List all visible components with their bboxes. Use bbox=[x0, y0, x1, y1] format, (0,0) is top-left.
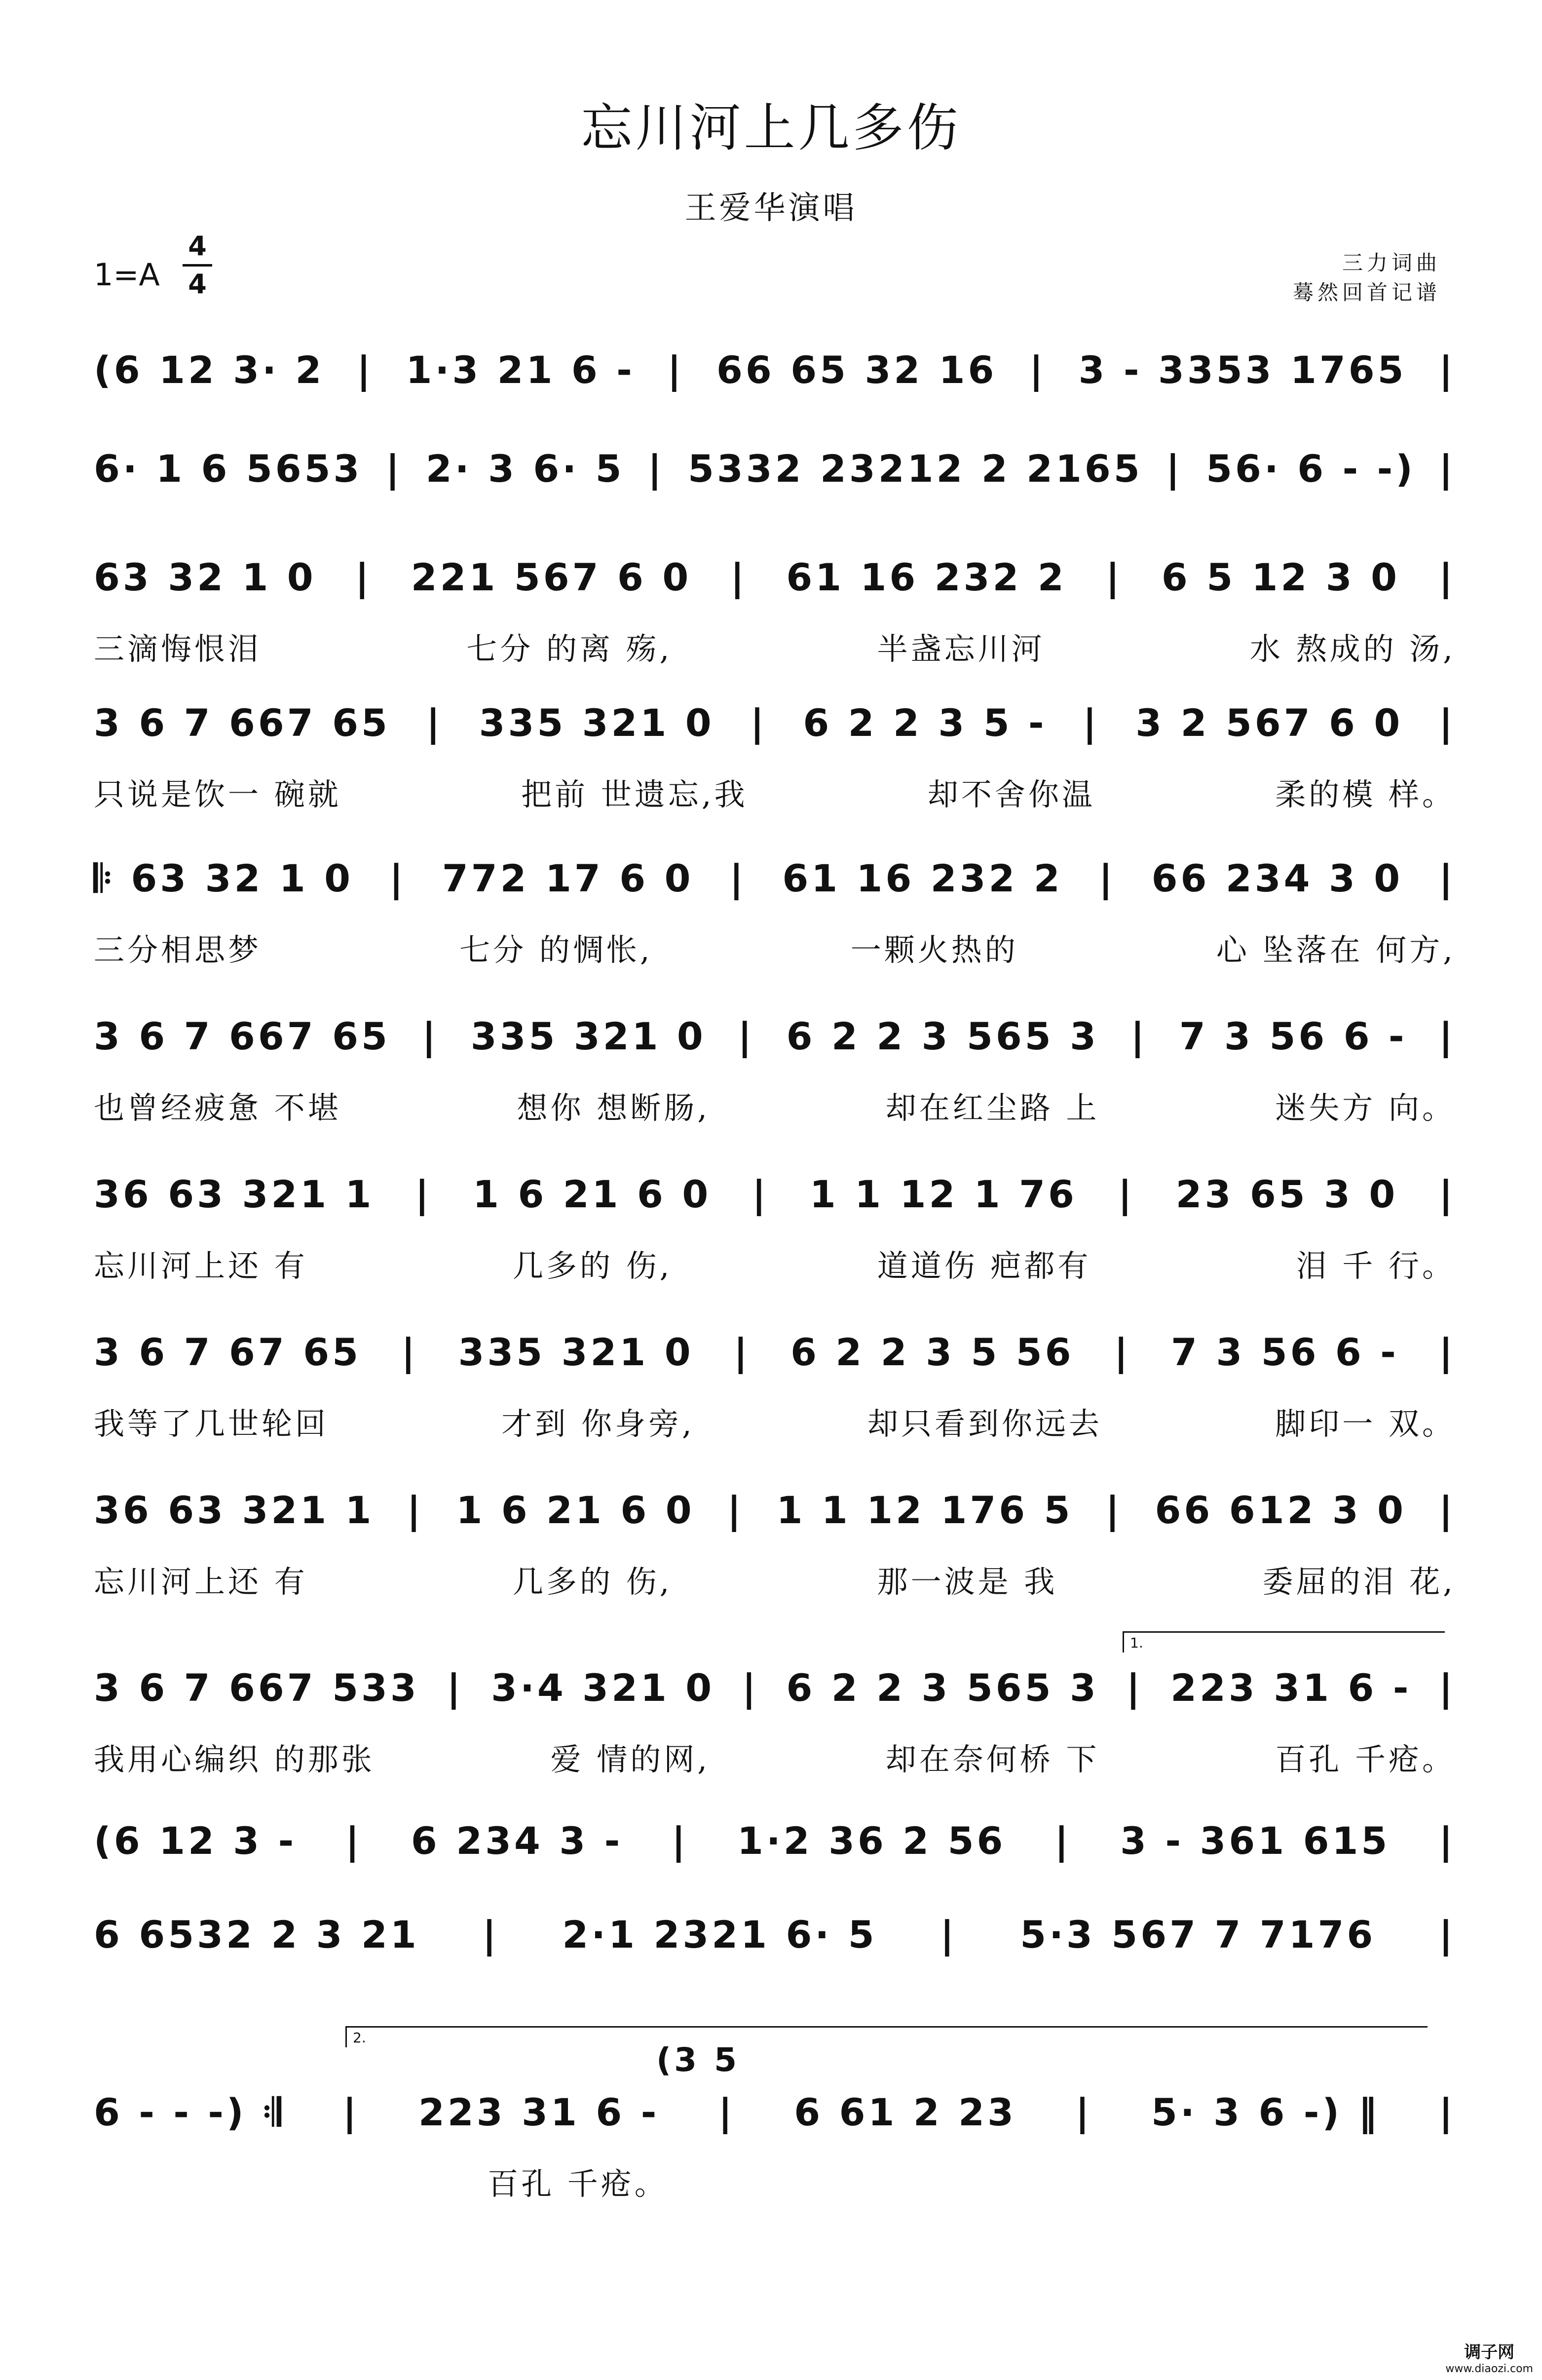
barline: | bbox=[355, 555, 372, 599]
lyric-phrase: 半盏忘川河 bbox=[877, 631, 1045, 667]
measure: 2·1 2321 6· 5 bbox=[562, 1913, 877, 1957]
barline: | bbox=[1439, 1330, 1456, 1374]
barline: | bbox=[415, 1172, 432, 1216]
notation-line bbox=[94, 2088, 1456, 2137]
measure: 61 16 232 2 bbox=[782, 856, 1063, 900]
measure: 6 2 2 3 565 3 bbox=[786, 1666, 1099, 1710]
measure: 3 2 567 6 0 bbox=[1135, 701, 1403, 745]
lyric-phrase: 三滴悔恨泪 bbox=[94, 631, 262, 667]
measure: 36 63 321 1 bbox=[94, 1172, 375, 1216]
measure: 335 321 0 bbox=[470, 1014, 706, 1058]
lyric-phrase: 那一波是 我 bbox=[877, 1564, 1058, 1600]
volta-label-2: 2. bbox=[353, 2030, 366, 2046]
barline: | bbox=[426, 701, 443, 745]
barline: | bbox=[1075, 2090, 1092, 2134]
measure: 66 234 3 0 bbox=[1151, 856, 1403, 900]
lyrics-line bbox=[94, 2159, 1456, 2203]
barline: | bbox=[1439, 856, 1456, 900]
lyric-phrase: 才到 你身旁, bbox=[501, 1406, 695, 1442]
lyric-phrase: 几多的 伤, bbox=[512, 1248, 673, 1284]
notation-line bbox=[94, 1816, 1456, 1866]
barline: | bbox=[667, 348, 684, 392]
barline: | bbox=[1439, 1819, 1456, 1863]
barline: | bbox=[1439, 1172, 1456, 1216]
measure: 66 612 3 0 bbox=[1155, 1488, 1407, 1532]
barline: | bbox=[729, 856, 747, 900]
performer-credit: 王爱华演唱 bbox=[684, 190, 858, 227]
measure: 6 2 2 3 5 56 bbox=[790, 1330, 1074, 1374]
lyrics-line bbox=[94, 624, 1456, 668]
measure: 223 31 6 - bbox=[418, 2090, 660, 2134]
notation-line bbox=[94, 345, 1456, 395]
measure: 63 32 1 0 bbox=[94, 555, 316, 599]
volta-label-1: 1. bbox=[1130, 1635, 1143, 1651]
barline: | bbox=[1105, 555, 1123, 599]
barline: | bbox=[342, 2090, 360, 2134]
lyric-phrase: 七分 的离 殇, bbox=[466, 631, 673, 667]
measure: 56· 6 - -) bbox=[1206, 447, 1416, 491]
lyric-phrase: 把前 世遗忘,我 bbox=[521, 776, 748, 812]
lyric-phrase: 却在奈何桥 下 bbox=[885, 1741, 1100, 1777]
notation-line bbox=[94, 1663, 1456, 1713]
barline: | bbox=[1439, 555, 1456, 599]
watermark-url: www.diaozi.com bbox=[1445, 2363, 1533, 2375]
barline: | bbox=[401, 1330, 418, 1374]
lyrics-line bbox=[94, 1399, 1456, 1443]
measure: (6 12 3· 2 bbox=[94, 348, 325, 392]
volta-bracket-2 bbox=[345, 2026, 1428, 2047]
barline: | bbox=[727, 1488, 744, 1532]
barline: | bbox=[1166, 447, 1183, 491]
measure: 1·2 36 2 56 bbox=[737, 1819, 1006, 1863]
lyric-phrase: 迷失方 向。 bbox=[1275, 1090, 1456, 1126]
barline: | bbox=[1439, 2090, 1456, 2134]
barline: | bbox=[357, 348, 374, 392]
notation-line bbox=[94, 1328, 1456, 1377]
measure: 3·4 321 0 bbox=[491, 1666, 715, 1710]
measure: 5332 23212 2 2165 bbox=[687, 447, 1143, 491]
measure: 3 6 7 67 65 bbox=[94, 1330, 362, 1374]
measure: 6· 1 6 5653 bbox=[94, 447, 363, 491]
measure: 1 6 21 6 0 bbox=[473, 1172, 712, 1216]
measure: 7 3 56 6 - bbox=[1179, 1014, 1407, 1058]
measure: 335 321 0 bbox=[458, 1330, 694, 1374]
barline: | bbox=[730, 555, 748, 599]
volta-bracket-1 bbox=[1123, 1631, 1445, 1652]
ossia-notes: (3 5 bbox=[656, 2041, 740, 2079]
measure: 6 2 2 3 565 3 bbox=[786, 1014, 1099, 1058]
watermark-name: 调子网 bbox=[1464, 2342, 1515, 2362]
barline: | bbox=[647, 447, 665, 491]
barline: | bbox=[1439, 701, 1456, 745]
barline: | bbox=[1439, 447, 1456, 491]
key-signature: 1=A bbox=[94, 257, 160, 293]
lyrics-line bbox=[94, 1083, 1456, 1127]
measure: 6 6532 2 3 21 bbox=[94, 1913, 419, 1957]
barline: | bbox=[738, 1014, 755, 1058]
barline: | bbox=[718, 2090, 735, 2134]
lyrics-line bbox=[94, 925, 1456, 969]
lyric-phrase: 三分相思梦 bbox=[94, 932, 262, 968]
barline: | bbox=[447, 1666, 464, 1710]
notation-line bbox=[94, 1910, 1456, 1959]
lyrics-line bbox=[94, 1557, 1456, 1601]
measure: 772 17 6 0 bbox=[442, 856, 694, 900]
measure: 1 6 21 6 0 bbox=[456, 1488, 695, 1532]
barline: | bbox=[1118, 1172, 1135, 1216]
measure: 36 63 321 1 bbox=[94, 1488, 375, 1532]
notation-line bbox=[94, 1012, 1456, 1061]
lyric-phrase: 我等了几世轮回 bbox=[94, 1406, 329, 1442]
measure: 6 - - -) 𝄇 bbox=[94, 2090, 284, 2134]
lyric-phrase: 忘川河上还 有 bbox=[94, 1248, 308, 1284]
barline: | bbox=[750, 701, 767, 745]
barline: | bbox=[1105, 1488, 1123, 1532]
time-signature-top: 4 bbox=[188, 230, 207, 262]
notation-line bbox=[94, 1486, 1456, 1535]
notation-line bbox=[94, 1170, 1456, 1219]
barline: | bbox=[742, 1666, 759, 1710]
lyric-phrase: 百孔 千疮。 bbox=[1275, 1741, 1456, 1777]
measure: 3 6 7 667 533 bbox=[94, 1666, 419, 1710]
barline: | bbox=[1098, 856, 1116, 900]
measure: 23 65 3 0 bbox=[1175, 1172, 1398, 1216]
measure: 6 234 3 - bbox=[411, 1819, 623, 1863]
notation-line bbox=[94, 698, 1456, 748]
barline: | bbox=[385, 447, 403, 491]
lyrics-line bbox=[94, 770, 1456, 814]
measure: 6 2 2 3 5 - bbox=[803, 701, 1047, 745]
measure: 221 567 6 0 bbox=[411, 555, 692, 599]
measure: 2· 3 6· 5 bbox=[425, 447, 625, 491]
time-signature bbox=[183, 230, 212, 301]
lyric-phrase: 想你 想断肠, bbox=[517, 1090, 710, 1126]
barline: | bbox=[733, 1330, 751, 1374]
measure: 223 31 6 - bbox=[1170, 1666, 1412, 1710]
measure: 3 - 3353 1765 bbox=[1078, 348, 1407, 392]
barline: | bbox=[1083, 701, 1100, 745]
barline: | bbox=[1439, 348, 1456, 392]
measure: 3 - 361 615 bbox=[1120, 1819, 1391, 1863]
barline: | bbox=[407, 1488, 424, 1532]
notation-line bbox=[94, 444, 1456, 494]
measure: (6 12 3 - bbox=[94, 1819, 297, 1863]
lyricist-composer-credit: 三力词曲 bbox=[1342, 251, 1441, 275]
barline: | bbox=[1439, 1666, 1456, 1710]
lyric-phrase: 忘川河上还 有 bbox=[94, 1564, 308, 1600]
measure: 335 321 0 bbox=[479, 701, 715, 745]
barline: | bbox=[1130, 1014, 1148, 1058]
measure: 5·3 567 7 7176 bbox=[1020, 1913, 1376, 1957]
barline: | bbox=[1114, 1330, 1131, 1374]
measure: 66 65 32 16 bbox=[716, 348, 997, 392]
barline: | bbox=[482, 1913, 499, 1957]
lyric-phrase: 百孔 千疮。 bbox=[488, 2166, 668, 2202]
measure: 6 61 2 23 bbox=[794, 2090, 1016, 2134]
barline: | bbox=[1439, 1014, 1456, 1058]
barline: | bbox=[1054, 1819, 1072, 1863]
lyric-phrase: 却在红尘路 上 bbox=[885, 1090, 1100, 1126]
lyric-phrase: 道道伤 疤都有 bbox=[877, 1248, 1091, 1284]
measure: 𝄆 63 32 1 0 bbox=[94, 856, 354, 900]
measure: 1·3 21 6 - bbox=[406, 348, 635, 392]
barline: | bbox=[1126, 1666, 1143, 1710]
score-title: 忘川河上几多伤 bbox=[581, 98, 961, 158]
lyric-phrase: 委屈的泪 花, bbox=[1262, 1564, 1456, 1600]
notation-line bbox=[94, 553, 1456, 602]
time-signature-line bbox=[183, 264, 212, 267]
barline: | bbox=[389, 856, 406, 900]
lyric-phrase: 水 熬成的 汤, bbox=[1249, 631, 1456, 667]
measure: 3 6 7 667 65 bbox=[94, 1014, 390, 1058]
transcriber-credit: 蓦然回首记谱 bbox=[1292, 280, 1441, 305]
lyric-phrase: 泪 千 行。 bbox=[1296, 1248, 1456, 1284]
lyric-phrase: 却不舍你温 bbox=[927, 776, 1095, 812]
measure: 3 6 7 667 65 bbox=[94, 701, 390, 745]
lyric-phrase: 七分 的惆怅, bbox=[459, 932, 653, 968]
barline: | bbox=[345, 1819, 362, 1863]
lyric-phrase: 只说是饮一 碗就 bbox=[94, 776, 341, 812]
lyric-phrase: 爱 情的网, bbox=[550, 1741, 710, 1777]
site-watermark bbox=[1445, 2339, 1533, 2375]
measure: 6 5 12 3 0 bbox=[1161, 555, 1400, 599]
barline: | bbox=[940, 1913, 957, 1957]
lyrics-line bbox=[94, 1241, 1456, 1285]
barline: | bbox=[672, 1819, 688, 1863]
barline: | bbox=[752, 1172, 769, 1216]
lyric-phrase: 脚印一 双。 bbox=[1275, 1406, 1456, 1442]
lyric-phrase: 却只看到你远去 bbox=[867, 1406, 1102, 1442]
measure: 1 1 12 176 5 bbox=[776, 1488, 1073, 1532]
lyric-phrase: 心 坠落在 何方, bbox=[1216, 932, 1456, 968]
time-signature-bottom: 4 bbox=[188, 269, 207, 300]
notation-line bbox=[94, 854, 1456, 903]
lyric-phrase: 也曾经疲惫 不堪 bbox=[94, 1090, 341, 1126]
lyrics-line bbox=[94, 1735, 1456, 1779]
lyric-phrase: 几多的 伤, bbox=[512, 1564, 673, 1600]
barline: | bbox=[1439, 1488, 1456, 1532]
lyric-phrase: 一颗火热的 bbox=[850, 932, 1018, 968]
measure: 5· 3 6 -) ‖ bbox=[1151, 2090, 1380, 2134]
barline: | bbox=[422, 1014, 439, 1058]
measure: 61 16 232 2 bbox=[786, 555, 1067, 599]
barline: | bbox=[1439, 1913, 1456, 1957]
measure: 1 1 12 1 76 bbox=[809, 1172, 1077, 1216]
barline: | bbox=[1029, 348, 1046, 392]
measure: 7 3 56 6 - bbox=[1171, 1330, 1399, 1374]
lyric-phrase: 柔的模 样。 bbox=[1275, 776, 1456, 812]
lyric-phrase: 我用心编织 的那张 bbox=[94, 1741, 375, 1777]
